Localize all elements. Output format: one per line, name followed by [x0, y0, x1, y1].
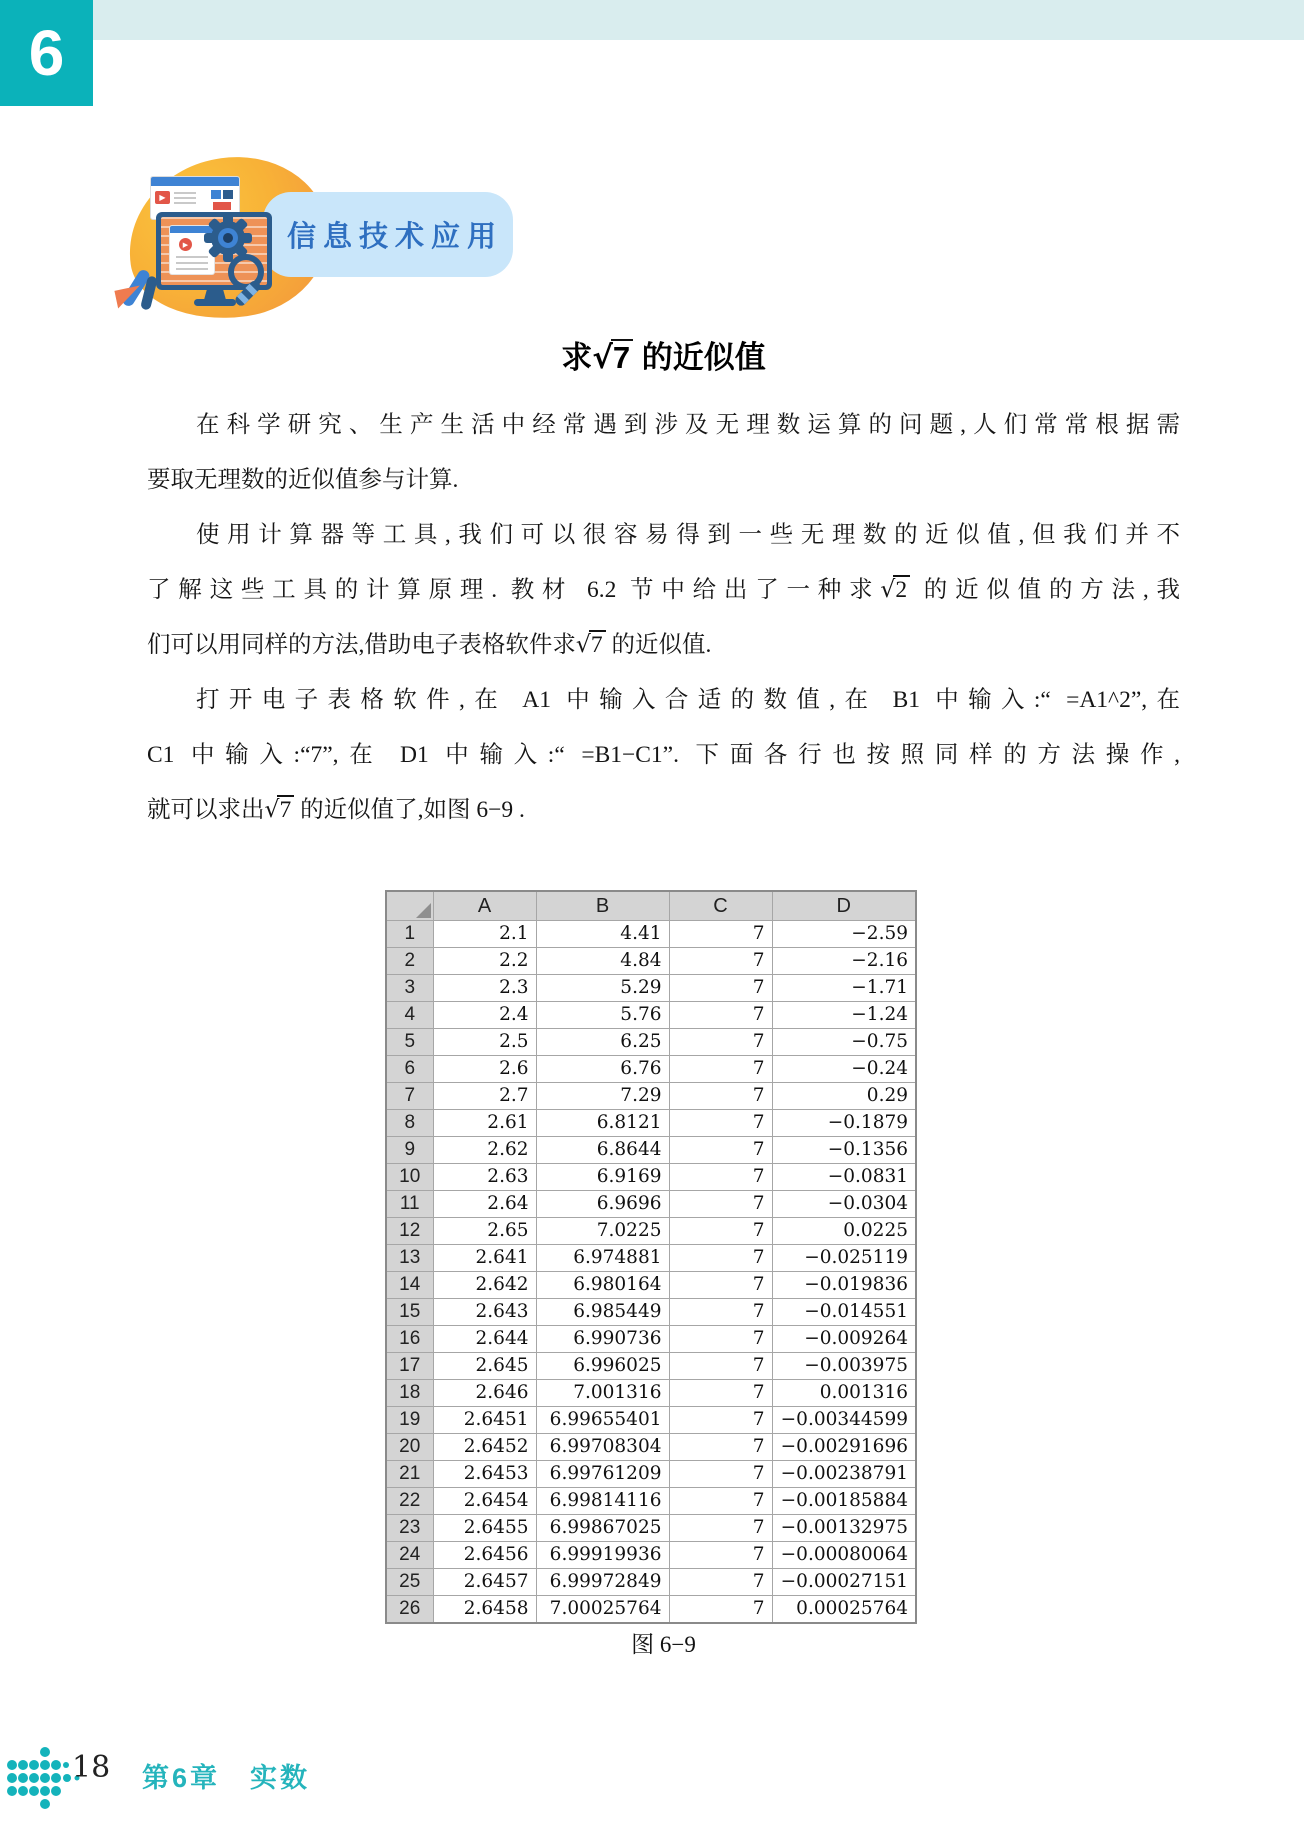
text-run: 打开电子表格软件,在 A1 中输入合适的数值,在 B1 中输入:“ =A1^2”,在	[196, 687, 1180, 713]
radicand: 7	[589, 630, 606, 658]
table-row	[386, 1029, 916, 1056]
table-cell: 7	[669, 1218, 772, 1245]
table-row	[386, 1326, 916, 1353]
thumbnail-decor	[211, 190, 221, 199]
table-cell: 2.64	[433, 1191, 536, 1218]
thumbnail-decor	[213, 202, 231, 210]
section-banner-label: 信息技术应用	[286, 221, 503, 253]
table-cell: 7	[669, 1110, 772, 1137]
article-line	[147, 398, 1180, 453]
table-row	[386, 1434, 916, 1461]
row-header: 17	[386, 1353, 433, 1380]
row-header: 12	[386, 1218, 433, 1245]
table-row	[386, 921, 916, 948]
table-cell: −0.0831	[772, 1164, 916, 1191]
text-run: 要取无理数的近似值参与计算.	[147, 467, 459, 493]
table-cell: 2.6452	[433, 1434, 536, 1461]
table-cell: 7	[669, 1461, 772, 1488]
article-line	[147, 728, 1180, 783]
row-header: 3	[386, 975, 433, 1002]
magnifier-icon	[231, 257, 262, 308]
table-cell: 7	[669, 975, 772, 1002]
table-cell: 2.6458	[433, 1596, 536, 1624]
article-line	[147, 563, 1180, 618]
table-cell: 6.99708304	[536, 1434, 669, 1461]
table-cell: 7.001316	[536, 1380, 669, 1407]
row-header: 14	[386, 1272, 433, 1299]
row-header: 22	[386, 1488, 433, 1515]
table-cell: 0.00025764	[772, 1596, 916, 1624]
table-cell: 5.29	[536, 975, 669, 1002]
table-cell: −0.00080064	[772, 1542, 916, 1569]
row-header: 9	[386, 1137, 433, 1164]
row-header: 25	[386, 1569, 433, 1596]
text-run: 的近似值.	[605, 632, 712, 658]
table-cell: −0.019836	[772, 1272, 916, 1299]
table-row	[386, 975, 916, 1002]
table-row	[386, 1515, 916, 1542]
spreadsheet-body	[386, 921, 916, 1624]
table-cell: 7	[669, 1083, 772, 1110]
chapter-footer-label: 第6章 实数	[142, 1763, 311, 1793]
table-cell: 6.25	[536, 1029, 669, 1056]
text-run: 的近似值了,如图 6−9 .	[294, 797, 525, 823]
spreadsheet-figure	[385, 890, 917, 1624]
table-cell: 2.6456	[433, 1542, 536, 1569]
table-cell: 2.2	[433, 948, 536, 975]
table-row	[386, 1461, 916, 1488]
table-cell: 6.990736	[536, 1326, 669, 1353]
table-cell: 6.9169	[536, 1164, 669, 1191]
sqrt-expression	[265, 795, 295, 823]
text-run: 了解这些工具的计算原理. 教材 6.2 节中给出了一种求	[147, 577, 881, 603]
sqrt-expression	[576, 630, 606, 658]
table-cell: −1.24	[772, 1002, 916, 1029]
table-row	[386, 1596, 916, 1624]
table-row	[386, 948, 916, 975]
table-cell: 2.641	[433, 1245, 536, 1272]
table-cell: 0.0225	[772, 1218, 916, 1245]
table-cell: 2.62	[433, 1137, 536, 1164]
table-cell: 2.6454	[433, 1488, 536, 1515]
table-cell: 6.8644	[536, 1137, 669, 1164]
title-pre: 求	[561, 340, 593, 375]
table-cell: 0.29	[772, 1083, 916, 1110]
text-lines-decor	[174, 192, 196, 204]
table-cell: 7	[669, 1353, 772, 1380]
text-run: 们可以用同样的方法,借助电子表格软件求	[147, 632, 576, 658]
table-row	[386, 1191, 916, 1218]
column-header: D	[772, 891, 916, 921]
row-header: 7	[386, 1083, 433, 1110]
table-cell: −0.00027151	[772, 1569, 916, 1596]
table-row	[386, 1542, 916, 1569]
table-cell: 7	[669, 1434, 772, 1461]
table-cell: 2.6	[433, 1056, 536, 1083]
text-run: 在科学研究、生产生活中经常遇到涉及无理数运算的问题,人们常常根据需	[196, 412, 1180, 438]
table-cell: −0.025119	[772, 1245, 916, 1272]
table-cell: −0.00291696	[772, 1434, 916, 1461]
table-row	[386, 1002, 916, 1029]
table-cell: 6.76	[536, 1056, 669, 1083]
chapter-tab	[0, 0, 93, 106]
table-cell: 7	[669, 1002, 772, 1029]
table-cell: −0.003975	[772, 1353, 916, 1380]
figure-caption: 图 6−9	[631, 1632, 696, 1657]
row-header: 16	[386, 1326, 433, 1353]
sqrt-expression: √7	[592, 339, 633, 375]
table-cell: 7	[669, 1164, 772, 1191]
table-cell: 7	[669, 1380, 772, 1407]
row-header: 8	[386, 1110, 433, 1137]
triangle-decor	[114, 285, 143, 308]
row-header: 18	[386, 1380, 433, 1407]
table-row	[386, 1299, 916, 1326]
table-cell: 7	[669, 1542, 772, 1569]
table-cell: 7	[669, 1515, 772, 1542]
table-cell: 2.7	[433, 1083, 536, 1110]
table-cell: 2.4	[433, 1002, 536, 1029]
chapter-number: 6	[28, 17, 65, 89]
table-cell: −2.16	[772, 948, 916, 975]
table-cell: 6.99867025	[536, 1515, 669, 1542]
table-cell: 7	[669, 1596, 772, 1624]
row-header: 24	[386, 1542, 433, 1569]
section-header-illustration	[110, 130, 670, 335]
table-row	[386, 1083, 916, 1110]
radicand: 7	[277, 795, 294, 823]
article-body	[147, 398, 1180, 838]
table-cell: 6.985449	[536, 1299, 669, 1326]
table-cell: 7	[669, 1569, 772, 1596]
row-header: 6	[386, 1056, 433, 1083]
table-row	[386, 1353, 916, 1380]
page-number: 18	[72, 1750, 111, 1785]
row-header: 11	[386, 1191, 433, 1218]
row-header: 10	[386, 1164, 433, 1191]
title-post: 的近似值	[633, 340, 766, 375]
row-header: 1	[386, 921, 433, 948]
table-cell: 2.6451	[433, 1407, 536, 1434]
table-row	[386, 1380, 916, 1407]
table-cell: 7	[669, 1029, 772, 1056]
table-cell: 2.6455	[433, 1515, 536, 1542]
table-cell: −0.00132975	[772, 1515, 916, 1542]
table-cell: 6.99972849	[536, 1569, 669, 1596]
table-cell: 7	[669, 1245, 772, 1272]
text-run: 使用计算器等工具,我们可以很容易得到一些无理数的近似值,但我们并不	[196, 522, 1180, 548]
table-cell: −1.71	[772, 975, 916, 1002]
play-icon: ▶	[179, 238, 192, 251]
column-header: C	[669, 891, 772, 921]
table-cell: 2.1	[433, 921, 536, 948]
table-cell: 7	[669, 948, 772, 975]
table-cell: −0.1879	[772, 1110, 916, 1137]
table-cell: 0.001316	[772, 1380, 916, 1407]
radical-sign: √	[575, 630, 591, 658]
gear-magnifier-icon	[198, 210, 290, 322]
row-header: 4	[386, 1002, 433, 1029]
table-cell: 7	[669, 1137, 772, 1164]
table-row	[386, 1569, 916, 1596]
table-cell: 7	[669, 1326, 772, 1353]
table-cell: 4.84	[536, 948, 669, 975]
radicand: 2	[893, 575, 910, 603]
article-line	[147, 508, 1180, 563]
table-cell: 7	[669, 1299, 772, 1326]
table-cell: 2.643	[433, 1299, 536, 1326]
table-cell: −0.00344599	[772, 1407, 916, 1434]
table-row	[386, 1137, 916, 1164]
row-header: 20	[386, 1434, 433, 1461]
row-header: 23	[386, 1515, 433, 1542]
sqrt-expression	[880, 575, 910, 603]
table-row	[386, 1272, 916, 1299]
table-row	[386, 1407, 916, 1434]
table-cell: 2.6453	[433, 1461, 536, 1488]
table-cell: −0.0304	[772, 1191, 916, 1218]
thumbnail-decor	[223, 190, 233, 199]
row-header: 19	[386, 1407, 433, 1434]
table-cell: 6.99814116	[536, 1488, 669, 1515]
select-all-corner-cell	[386, 891, 433, 921]
text-run: 就可以求出	[147, 797, 265, 823]
table-cell: −0.24	[772, 1056, 916, 1083]
table-cell: 2.644	[433, 1326, 536, 1353]
table-cell: 6.99919936	[536, 1542, 669, 1569]
table-cell: 7.00025764	[536, 1596, 669, 1624]
table-cell: 7	[669, 1056, 772, 1083]
spreadsheet-header-row	[386, 891, 916, 921]
row-header: 5	[386, 1029, 433, 1056]
table-cell: 7	[669, 1191, 772, 1218]
table-row	[386, 1056, 916, 1083]
table-cell: 2.63	[433, 1164, 536, 1191]
table-cell: 6.980164	[536, 1272, 669, 1299]
table-cell: 6.996025	[536, 1353, 669, 1380]
table-cell: 5.76	[536, 1002, 669, 1029]
table-cell: 2.6457	[433, 1569, 536, 1596]
top-strip	[0, 0, 1304, 40]
article-line	[147, 618, 1180, 673]
play-icon: ▶	[155, 191, 170, 204]
table-row	[386, 1218, 916, 1245]
table-cell: 4.41	[536, 921, 669, 948]
table-cell: −2.59	[772, 921, 916, 948]
table-cell: 2.5	[433, 1029, 536, 1056]
table-row	[386, 1488, 916, 1515]
table-cell: −0.75	[772, 1029, 916, 1056]
row-header: 15	[386, 1299, 433, 1326]
text-run: C1 中输入:“7”,在 D1 中输入:“ =B1−C1”. 下面各行也按照同样的方法操作,	[147, 742, 1180, 768]
table-row	[386, 1245, 916, 1272]
table-cell: 6.99761209	[536, 1461, 669, 1488]
table-cell: 6.8121	[536, 1110, 669, 1137]
article-line	[147, 453, 1180, 508]
browser-titlebar	[151, 177, 239, 186]
row-header: 13	[386, 1245, 433, 1272]
column-header: A	[433, 891, 536, 921]
row-header: 2	[386, 948, 433, 975]
row-header: 21	[386, 1461, 433, 1488]
table-row	[386, 1110, 916, 1137]
table-cell: 2.645	[433, 1353, 536, 1380]
table-cell: 7	[669, 921, 772, 948]
radical-sign: √	[264, 795, 280, 823]
article-title	[147, 332, 1180, 377]
table-cell: −0.00185884	[772, 1488, 916, 1515]
row-header: 26	[386, 1596, 433, 1624]
article-line	[147, 783, 1180, 838]
table-cell: −0.014551	[772, 1299, 916, 1326]
table-cell: 6.9696	[536, 1191, 669, 1218]
table-cell: 2.642	[433, 1272, 536, 1299]
table-cell: 2.3	[433, 975, 536, 1002]
text-run: 的近似值的方法,我	[910, 577, 1180, 603]
radical-sign: √	[880, 575, 896, 603]
table-cell: 7	[669, 1272, 772, 1299]
table-cell: −0.009264	[772, 1326, 916, 1353]
select-all-triangle-icon	[416, 903, 431, 918]
table-cell: 7	[669, 1488, 772, 1515]
table-cell: 2.65	[433, 1218, 536, 1245]
article-line	[147, 673, 1180, 728]
table-row	[386, 1164, 916, 1191]
table-cell: 2.646	[433, 1380, 536, 1407]
table-cell: 7.0225	[536, 1218, 669, 1245]
table-cell: −0.1356	[772, 1137, 916, 1164]
column-header: B	[536, 891, 669, 921]
table-cell: 6.974881	[536, 1245, 669, 1272]
table-cell: 7.29	[536, 1083, 669, 1110]
section-banner	[263, 192, 513, 277]
table-cell: 7	[669, 1407, 772, 1434]
table-cell: 2.61	[433, 1110, 536, 1137]
table-cell: 6.99655401	[536, 1407, 669, 1434]
table-cell: −0.00238791	[772, 1461, 916, 1488]
